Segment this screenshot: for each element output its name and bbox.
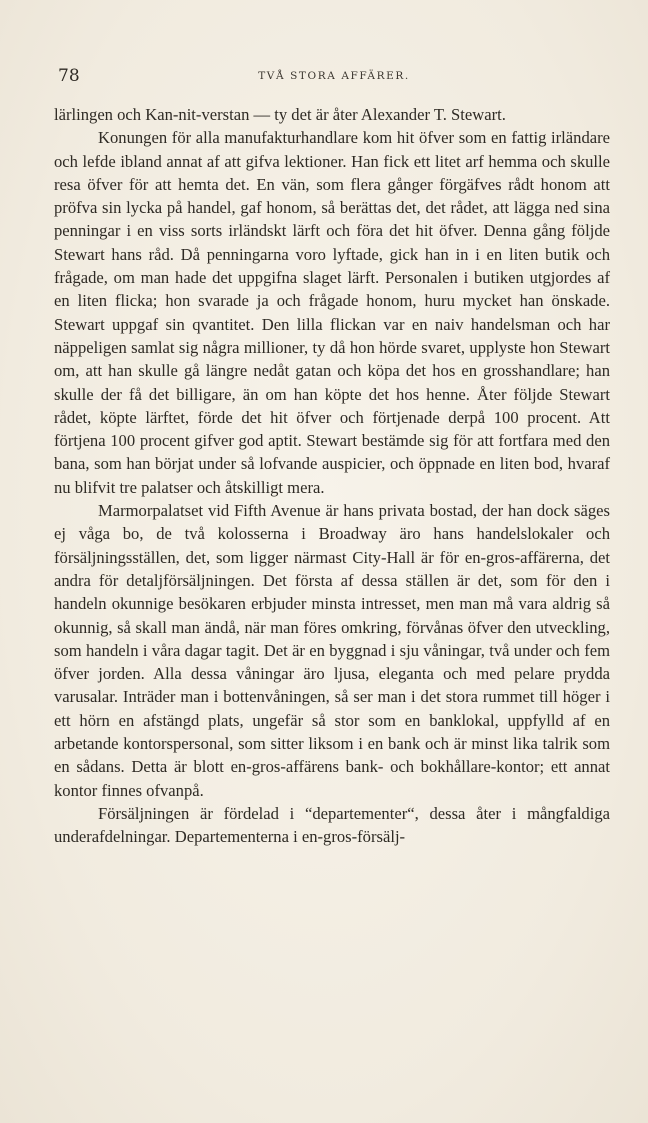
paragraph-stewart-history: Konungen för alla manufakturhandlare kom hit öfver som en fattig irländare och lefde ibland annat af att gifva lektioner. Han fick ett litet arf hemma och skulle resa öfver för att hemta det. En vän, som flera gånger förgäfves rådt honom att pröfva sin lycka på handel, gaf honom, så berättas det, det rådet, att lägga ned sina penningar i en viss sorts irländskt lärft och föra det hit öfver. Denna gång följde Stewart hans råd. Då penningarna voro lyftade, gick han in i en liten butik och frågade, om man hade det uppgifna slaget lärft. Personalen i butiken utgjordes af en liten flicka; hon svarade ja och frågade honom, huru mycket han önskade. Stewart uppgaf sin qvantitet. Den lilla flickan var en naiv handelsman och har näppeligen samlat sig några millioner, ty då hon hörde svaret, upplyste hon Stewart om, att han skulle gå längre nedåt gatan och köpa det hos en grosshandlare; han skulle der få det billigare, än om han köpte det hos henne. Åter följde Stewart rådet, köpte lärftet, förde det hit öfver och förtjenade derpå 100 procent. Att förtjena 100 procent gifver god aptit. Stewart bestämde sig för att fortfara med den bana, som han börjat under så lofvande auspicier, och öppnade en liten bod, hvaraf nu blifvit tre palatser och åtskilligt mera. <box>54 128 610 497</box>
page-header <box>58 66 610 86</box>
running-head: TVÅ STORA AFFÄRER. <box>258 70 410 82</box>
body-text <box>54 103 610 849</box>
paragraph-continuation: lärlingen och Kan-nit-verstan — ty det är åter Alexander T. Stewart. <box>54 105 506 124</box>
paragraph-departments: Försäljningen är fördelad i “departementer“, dessa åter i mångfaldiga underafdelningar. Departementerna i en-gros-försälj- <box>54 803 610 847</box>
paragraph-marble-palace: Marmorpalatset vid Fifth Avenue är hans privata bostad, der han dock säges ej våga bo, de två kolosserna i Broadway äro hans handelslokaler och försäljningsställen, det, som ligger närmast City-Hall är för en-gros-affärerna, det andra för detaljförsäljningen. Det första af dessa ställen är det, som för den i handeln okunnige besökaren erbjuder minsta intresset, men man må vara aldrig så okunnig, så skall man ändå, när man föres omkring, förvånas öfver den utveckling, som handeln i våra dagar tagit. Det är en byggnad i sju våningar, två under och fem öfver jorden. Alla dessa våningar äro ljusa, eleganta och med pelare prydda varusalar. Inträder man i bottenvåningen, så ser man i det stora rummet till höger i ett hörn en afstängd plats, ungefär så stor som en banklokal, uppfylld af en arbetande kontorspersonal, som sitter liksom i en bank och är minst lika talrik som en sådans. Detta är blott en-gros-affärens bank- och bokhållare-kontor; ett annat kontor finnes ofvanpå. <box>54 501 610 800</box>
page-number: 78 <box>58 66 80 86</box>
